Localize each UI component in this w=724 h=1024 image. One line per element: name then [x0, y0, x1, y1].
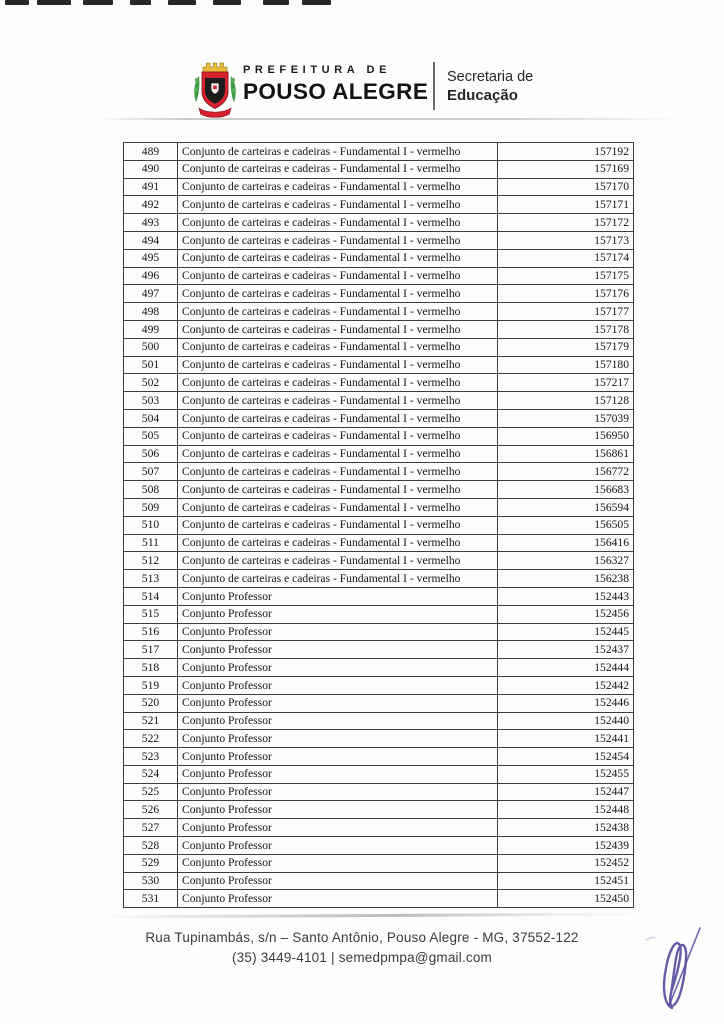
- row-item-number: 503: [124, 392, 178, 410]
- row-item-number: 531: [124, 890, 178, 908]
- row-patrimony-id: 157174: [498, 249, 634, 267]
- row-patrimony-id: 156505: [498, 516, 634, 534]
- scan-dash: [213, 0, 241, 5]
- row-patrimony-id: 157170: [498, 178, 634, 196]
- row-patrimony-id: 156327: [498, 552, 634, 570]
- row-patrimony-id: 152443: [498, 587, 634, 605]
- row-patrimony-id: 156861: [498, 445, 634, 463]
- brand-block: [243, 64, 428, 105]
- scan-dash: [263, 0, 289, 5]
- row-patrimony-id: 157179: [498, 338, 634, 356]
- row-description: Conjunto de carteiras e cadeiras - Fundamental I - vermelho: [178, 249, 498, 267]
- table-row: [124, 641, 634, 659]
- scan-dash: [37, 0, 71, 5]
- signature-pen-mark: [638, 918, 718, 1022]
- row-description: Conjunto de carteiras e cadeiras - Fundamental I - vermelho: [178, 338, 498, 356]
- row-description: Conjunto de carteiras e cadeiras - Fundamental I - vermelho: [178, 409, 498, 427]
- row-description: Conjunto de carteiras e cadeiras - Fundamental I - vermelho: [178, 481, 498, 499]
- table-row: [124, 783, 634, 801]
- row-item-number: 498: [124, 303, 178, 321]
- row-description: Conjunto de carteiras e cadeiras - Fundamental I - vermelho: [178, 303, 498, 321]
- row-item-number: 511: [124, 534, 178, 552]
- row-description: Conjunto de carteiras e cadeiras - Fundamental I - vermelho: [178, 196, 498, 214]
- table-row: [124, 801, 634, 819]
- table-row: [124, 249, 634, 267]
- row-patrimony-id: 152446: [498, 694, 634, 712]
- row-description: Conjunto de carteiras e cadeiras - Fundamental I - vermelho: [178, 427, 498, 445]
- row-item-number: 502: [124, 374, 178, 392]
- row-item-number: 505: [124, 427, 178, 445]
- row-patrimony-id: 152438: [498, 819, 634, 837]
- row-item-number: 518: [124, 659, 178, 677]
- table-row: [124, 409, 634, 427]
- row-patrimony-id: 157180: [498, 356, 634, 374]
- row-patrimony-id: 152441: [498, 730, 634, 748]
- table-row: [124, 765, 634, 783]
- row-item-number: 491: [124, 178, 178, 196]
- row-description: Conjunto de carteiras e cadeiras - Fundamental I - vermelho: [178, 356, 498, 374]
- scan-dash: [5, 0, 29, 5]
- table-row: [124, 196, 634, 214]
- row-description: Conjunto de carteiras e cadeiras - Fundamental I - vermelho: [178, 445, 498, 463]
- row-patrimony-id: 156683: [498, 481, 634, 499]
- row-item-number: 520: [124, 694, 178, 712]
- scan-dash: [130, 0, 151, 5]
- row-item-number: 509: [124, 498, 178, 516]
- row-description: Conjunto de carteiras e cadeiras - Fundamental I - vermelho: [178, 160, 498, 178]
- row-item-number: 497: [124, 285, 178, 303]
- row-item-number: 523: [124, 748, 178, 766]
- table-row: [124, 872, 634, 890]
- inventory-table: [123, 142, 634, 908]
- row-item-number: 500: [124, 338, 178, 356]
- row-description: Conjunto de carteiras e cadeiras - Fundamental I - vermelho: [178, 552, 498, 570]
- row-item-number: 526: [124, 801, 178, 819]
- row-description: Conjunto Professor: [178, 641, 498, 659]
- table-row: [124, 374, 634, 392]
- row-patrimony-id: 157039: [498, 409, 634, 427]
- header-divider: [433, 62, 435, 110]
- row-item-number: 530: [124, 872, 178, 890]
- row-patrimony-id: 152452: [498, 854, 634, 872]
- row-patrimony-id: 157171: [498, 196, 634, 214]
- row-patrimony-id: 152456: [498, 605, 634, 623]
- table-row: [124, 552, 634, 570]
- table-row: [124, 837, 634, 855]
- row-item-number: 527: [124, 819, 178, 837]
- row-item-number: 495: [124, 249, 178, 267]
- row-item-number: 514: [124, 587, 178, 605]
- row-patrimony-id: 157177: [498, 303, 634, 321]
- table-row: [124, 160, 634, 178]
- row-item-number: 499: [124, 320, 178, 338]
- table-row: [124, 231, 634, 249]
- row-item-number: 525: [124, 783, 178, 801]
- table-row: [124, 143, 634, 161]
- table-row: [124, 178, 634, 196]
- row-item-number: 521: [124, 712, 178, 730]
- table-row: [124, 392, 634, 410]
- row-item-number: 492: [124, 196, 178, 214]
- row-description: Conjunto de carteiras e cadeiras - Fundamental I - vermelho: [178, 498, 498, 516]
- table-row: [124, 694, 634, 712]
- scan-binding-marks: [0, 0, 724, 6]
- row-description: Conjunto Professor: [178, 659, 498, 677]
- scan-dash: [83, 0, 113, 5]
- row-description: Conjunto Professor: [178, 712, 498, 730]
- row-description: Conjunto Professor: [178, 605, 498, 623]
- row-patrimony-id: 152442: [498, 676, 634, 694]
- table-row: [124, 303, 634, 321]
- table-row: [124, 356, 634, 374]
- row-patrimony-id: 157217: [498, 374, 634, 392]
- row-patrimony-id: 157128: [498, 392, 634, 410]
- row-patrimony-id: 157192: [498, 143, 634, 161]
- footer: [0, 930, 724, 965]
- row-item-number: 524: [124, 765, 178, 783]
- row-description: Conjunto Professor: [178, 587, 498, 605]
- row-description: Conjunto Professor: [178, 854, 498, 872]
- row-item-number: 490: [124, 160, 178, 178]
- scan-shadow-streak: [100, 913, 645, 919]
- row-item-number: 519: [124, 676, 178, 694]
- row-item-number: 515: [124, 605, 178, 623]
- row-description: Conjunto Professor: [178, 730, 498, 748]
- row-description: Conjunto Professor: [178, 694, 498, 712]
- row-description: Conjunto Professor: [178, 837, 498, 855]
- row-item-number: 489: [124, 143, 178, 161]
- scan-dash: [302, 0, 331, 5]
- row-patrimony-id: 156238: [498, 570, 634, 588]
- table-row: [124, 285, 634, 303]
- row-item-number: 528: [124, 837, 178, 855]
- department-block: [447, 69, 533, 104]
- logo-ribbon: [199, 108, 231, 117]
- row-patrimony-id: 152444: [498, 659, 634, 677]
- row-item-number: 494: [124, 231, 178, 249]
- table-row: [124, 748, 634, 766]
- table-row: [124, 534, 634, 552]
- table-row: [124, 890, 634, 908]
- row-item-number: 507: [124, 463, 178, 481]
- row-description: Conjunto de carteiras e cadeiras - Fundamental I - vermelho: [178, 231, 498, 249]
- row-patrimony-id: 157173: [498, 231, 634, 249]
- row-item-number: 504: [124, 409, 178, 427]
- row-item-number: 529: [124, 854, 178, 872]
- row-patrimony-id: 157169: [498, 160, 634, 178]
- row-description: Conjunto de carteiras e cadeiras - Fundamental I - vermelho: [178, 143, 498, 161]
- row-patrimony-id: 152451: [498, 872, 634, 890]
- row-item-number: 510: [124, 516, 178, 534]
- row-patrimony-id: 152440: [498, 712, 634, 730]
- table-row: [124, 445, 634, 463]
- row-item-number: 512: [124, 552, 178, 570]
- coat-of-arms-logo: [192, 56, 238, 118]
- table-row: [124, 605, 634, 623]
- row-patrimony-id: 157175: [498, 267, 634, 285]
- row-patrimony-id: 156594: [498, 498, 634, 516]
- row-patrimony-id: 152445: [498, 623, 634, 641]
- table-row: [124, 570, 634, 588]
- row-description: Conjunto Professor: [178, 676, 498, 694]
- row-description: Conjunto de carteiras e cadeiras - Fundamental I - vermelho: [178, 534, 498, 552]
- row-description: Conjunto Professor: [178, 623, 498, 641]
- table-row: [124, 516, 634, 534]
- logo-shield: [202, 72, 228, 109]
- row-item-number: 516: [124, 623, 178, 641]
- row-description: Conjunto Professor: [178, 801, 498, 819]
- row-patrimony-id: 156772: [498, 463, 634, 481]
- row-item-number: 522: [124, 730, 178, 748]
- footer-address: Rua Tupinambás, s/n – Santo Antônio, Pouso Alegre - MG, 37552-122: [145, 930, 579, 945]
- row-description: Conjunto Professor: [178, 872, 498, 890]
- row-description: Conjunto de carteiras e cadeiras - Fundamental I - vermelho: [178, 178, 498, 196]
- row-item-number: 517: [124, 641, 178, 659]
- table-row: [124, 338, 634, 356]
- table-row: [124, 214, 634, 232]
- scan-dash: [168, 0, 196, 5]
- table-row: [124, 267, 634, 285]
- brand-prefeitura-de: PREFEITURA DE: [243, 64, 392, 76]
- row-description: Conjunto Professor: [178, 765, 498, 783]
- table-row: [124, 320, 634, 338]
- row-description: Conjunto Professor: [178, 819, 498, 837]
- row-patrimony-id: 152450: [498, 890, 634, 908]
- brand-pouso-alegre: POUSO ALEGRE: [243, 79, 429, 104]
- table-row: [124, 623, 634, 641]
- department-line1: Secretaria de: [447, 69, 534, 85]
- table-row: [124, 676, 634, 694]
- row-patrimony-id: 157172: [498, 214, 634, 232]
- table-row: [124, 481, 634, 499]
- table-row: [124, 498, 634, 516]
- table-row: [124, 854, 634, 872]
- table-row: [124, 712, 634, 730]
- row-patrimony-id: 152439: [498, 837, 634, 855]
- footer-contact: (35) 3449-4101 | semedpmpa@gmail.com: [231, 950, 493, 965]
- row-patrimony-id: 152448: [498, 801, 634, 819]
- inventory-table-body: [124, 143, 634, 908]
- table-row: [124, 427, 634, 445]
- table-row: [124, 730, 634, 748]
- row-description: Conjunto Professor: [178, 783, 498, 801]
- row-description: Conjunto de carteiras e cadeiras - Fundamental I - vermelho: [178, 516, 498, 534]
- row-description: Conjunto de carteiras e cadeiras - Fundamental I - vermelho: [178, 374, 498, 392]
- row-patrimony-id: 156950: [498, 427, 634, 445]
- row-description: Conjunto de carteiras e cadeiras - Fundamental I - vermelho: [178, 570, 498, 588]
- row-patrimony-id: 152454: [498, 748, 634, 766]
- row-patrimony-id: 157178: [498, 320, 634, 338]
- row-description: Conjunto de carteiras e cadeiras - Fundamental I - vermelho: [178, 285, 498, 303]
- row-description: Conjunto de carteiras e cadeiras - Fundamental I - vermelho: [178, 463, 498, 481]
- table-row: [124, 587, 634, 605]
- row-patrimony-id: 156416: [498, 534, 634, 552]
- table-row: [124, 463, 634, 481]
- row-description: Conjunto de carteiras e cadeiras - Fundamental I - vermelho: [178, 320, 498, 338]
- table-row: [124, 659, 634, 677]
- row-patrimony-id: 157176: [498, 285, 634, 303]
- row-item-number: 501: [124, 356, 178, 374]
- row-description: Conjunto de carteiras e cadeiras - Fundamental I - vermelho: [178, 214, 498, 232]
- row-description: Conjunto Professor: [178, 890, 498, 908]
- letterhead: [0, 52, 724, 122]
- row-item-number: 496: [124, 267, 178, 285]
- row-item-number: 493: [124, 214, 178, 232]
- logo-crown: [203, 63, 227, 72]
- row-patrimony-id: 152455: [498, 765, 634, 783]
- row-description: Conjunto de carteiras e cadeiras - Fundamental I - vermelho: [178, 267, 498, 285]
- table-row: [124, 819, 634, 837]
- row-item-number: 506: [124, 445, 178, 463]
- row-description: Conjunto Professor: [178, 748, 498, 766]
- row-patrimony-id: 152437: [498, 641, 634, 659]
- row-item-number: 508: [124, 481, 178, 499]
- row-patrimony-id: 152447: [498, 783, 634, 801]
- department-line2: Educação: [447, 87, 518, 104]
- row-description: Conjunto de carteiras e cadeiras - Fundamental I - vermelho: [178, 392, 498, 410]
- row-item-number: 513: [124, 570, 178, 588]
